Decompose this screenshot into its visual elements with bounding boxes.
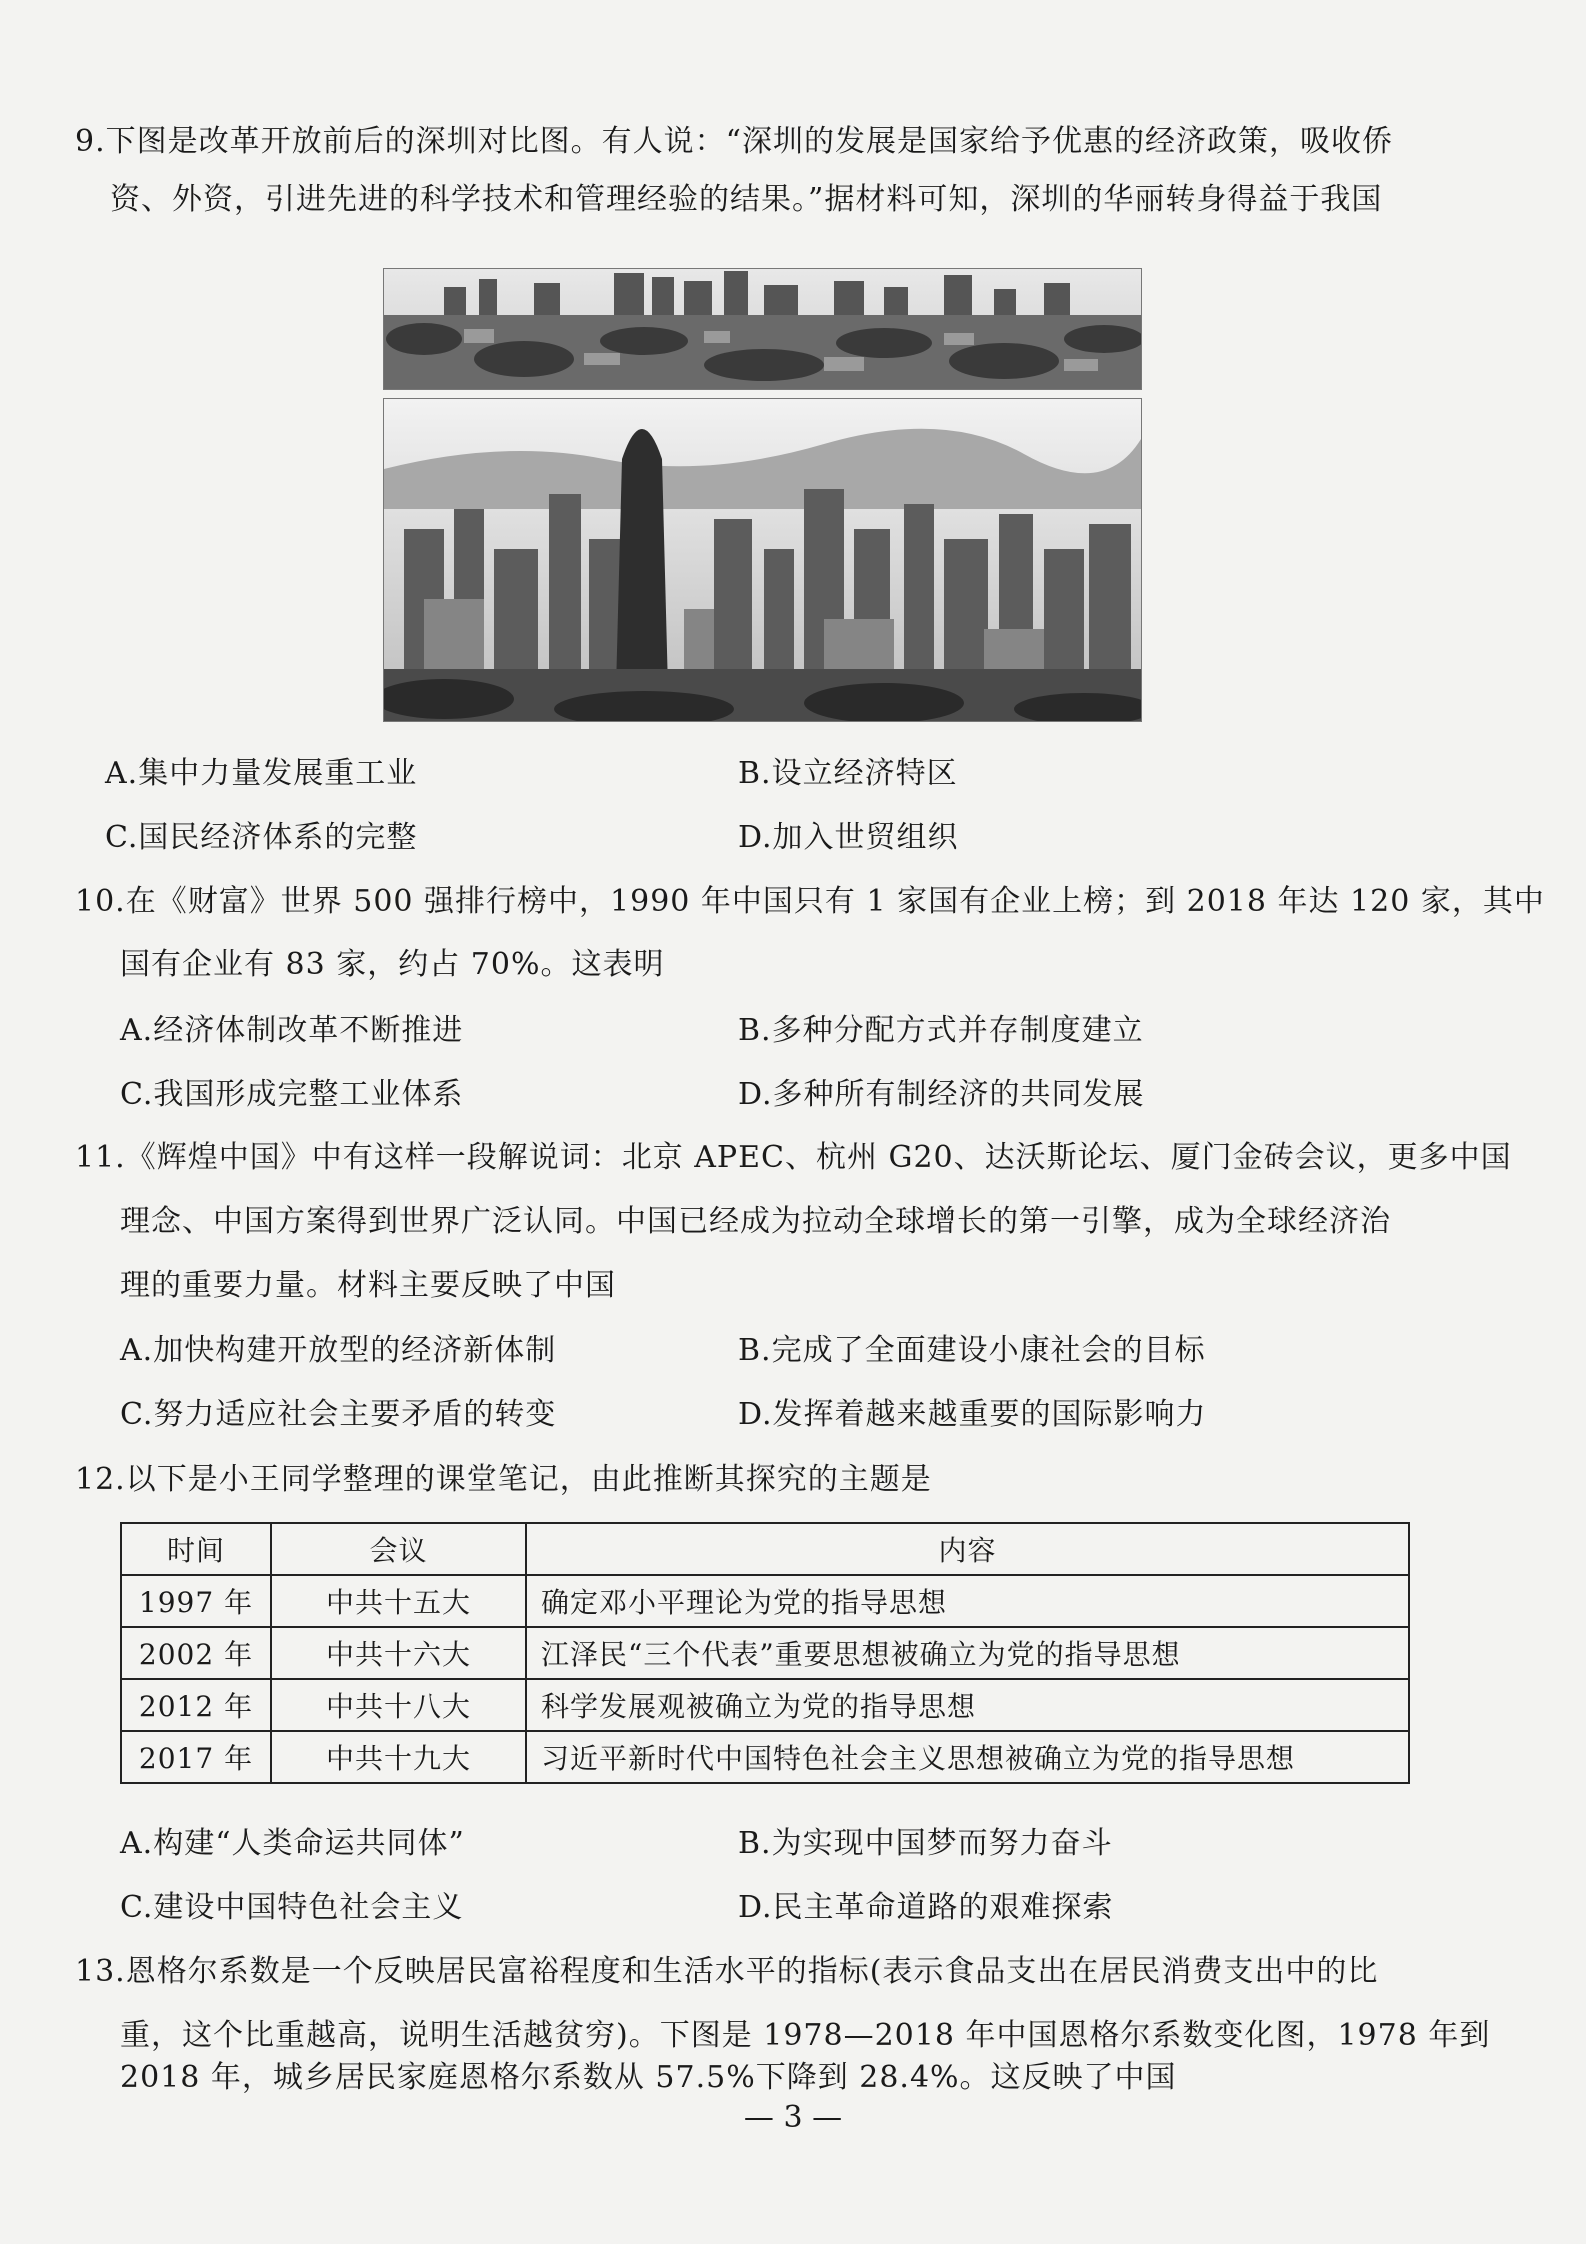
cell-content: 习近平新时代中国特色社会主义思想被确立为党的指导思想 bbox=[526, 1731, 1409, 1783]
table-header-row bbox=[121, 1523, 1409, 1575]
shenzhen-before-photo bbox=[383, 268, 1142, 390]
cell-year: 1997 年 bbox=[121, 1575, 271, 1627]
cell-meeting: 中共十五大 bbox=[271, 1575, 526, 1627]
page-number: — 3 — bbox=[743, 2100, 843, 2135]
cell-content: 确定邓小平理论为党的指导思想 bbox=[526, 1575, 1409, 1627]
q9-option-c[interactable]: C.国民经济体系的完整 bbox=[105, 820, 418, 855]
q11-option-b[interactable]: B.完成了全面建设小康社会的目标 bbox=[738, 1333, 1206, 1368]
class-notes-table bbox=[120, 1522, 1410, 1784]
q13-stem-line-1: 13.恩格尔系数是一个反映居民富裕程度和生活水平的指标(表示食品支出在居民消费支出中的比 bbox=[75, 1954, 1379, 1989]
table-row bbox=[121, 1679, 1409, 1731]
q10-option-d[interactable]: D.多种所有制经济的共同发展 bbox=[738, 1077, 1145, 1112]
q9-option-d[interactable]: D.加入世贸组织 bbox=[738, 820, 959, 855]
q9-stem-line-2: 资、外资，引进先进的科学技术和管理经验的结果。”据材料可知，深圳的华丽转身得益于我国 bbox=[110, 182, 1383, 217]
cell-year: 2012 年 bbox=[121, 1679, 271, 1731]
q12-option-a[interactable]: A.构建“人类命运共同体” bbox=[120, 1826, 465, 1861]
table-row bbox=[121, 1731, 1409, 1783]
shenzhen-after-photo bbox=[383, 398, 1142, 722]
q10-stem-line-2: 国有企业有 83 家，约占 70%。这表明 bbox=[120, 947, 665, 982]
header-content: 内容 bbox=[526, 1523, 1409, 1575]
cell-meeting: 中共十八大 bbox=[271, 1679, 526, 1731]
q11-option-d[interactable]: D.发挥着越来越重要的国际影响力 bbox=[738, 1397, 1207, 1432]
q11-stem-line-1: 11.《辉煌中国》中有这样一段解说词：北京 APEC、杭州 G20、达沃斯论坛、厦门金砖会议，更多中国 bbox=[75, 1140, 1512, 1175]
header-meeting: 会议 bbox=[271, 1523, 526, 1575]
table-row bbox=[121, 1575, 1409, 1627]
q10-stem-line-1: 10.在《财富》世界 500 强排行榜中，1990 年中国只有 1 家国有企业上榜；到 2018 年达 120 家，其中 bbox=[75, 884, 1545, 919]
cell-content: 科学发展观被确立为党的指导思想 bbox=[526, 1679, 1409, 1731]
cell-meeting: 中共十六大 bbox=[271, 1627, 526, 1679]
q10-option-a[interactable]: A.经济体制改革不断推进 bbox=[120, 1013, 464, 1048]
q12-stem-line-1: 12.以下是小王同学整理的课堂笔记，由此推断其探究的主题是 bbox=[75, 1462, 932, 1497]
q11-stem-line-3: 理的重要力量。材料主要反映了中国 bbox=[120, 1268, 616, 1303]
cell-year: 2002 年 bbox=[121, 1627, 271, 1679]
q13-stem-line-2: 重，这个比重越高，说明生活越贫穷)。下图是 1978—2018 年中国恩格尔系数变化图，1978 年到 bbox=[120, 2018, 1491, 2053]
table-row bbox=[121, 1627, 1409, 1679]
q12-option-d[interactable]: D.民主革命道路的艰难探索 bbox=[738, 1890, 1114, 1925]
q9-option-b[interactable]: B.设立经济特区 bbox=[738, 756, 958, 791]
q9-option-a[interactable]: A.集中力量发展重工业 bbox=[105, 756, 418, 791]
q13-stem-line-3: 2018 年，城乡居民家庭恩格尔系数从 57.5%下降到 28.4%。这反映了中国 bbox=[120, 2060, 1177, 2095]
header-time: 时间 bbox=[121, 1523, 271, 1575]
q10-option-b[interactable]: B.多种分配方式并存制度建立 bbox=[738, 1013, 1144, 1048]
cell-year: 2017 年 bbox=[121, 1731, 271, 1783]
q11-option-a[interactable]: A.加快构建开放型的经济新体制 bbox=[120, 1333, 557, 1368]
q11-option-c[interactable]: C.努力适应社会主要矛盾的转变 bbox=[120, 1397, 557, 1432]
cell-meeting: 中共十九大 bbox=[271, 1731, 526, 1783]
q9-stem-line-1: 9.下图是改革开放前后的深圳对比图。有人说：“深圳的发展是国家给予优惠的经济政策，吸收侨 bbox=[75, 124, 1393, 159]
q12-option-b[interactable]: B.为实现中国梦而努力奋斗 bbox=[738, 1826, 1113, 1861]
cell-content: 江泽民“三个代表”重要思想被确立为党的指导思想 bbox=[526, 1627, 1409, 1679]
q12-option-c[interactable]: C.建设中国特色社会主义 bbox=[120, 1890, 464, 1925]
q10-option-c[interactable]: C.我国形成完整工业体系 bbox=[120, 1077, 464, 1112]
q11-stem-line-2: 理念、中国方案得到世界广泛认同。中国已经成为拉动全球增长的第一引擎，成为全球经济治 bbox=[120, 1204, 1391, 1239]
